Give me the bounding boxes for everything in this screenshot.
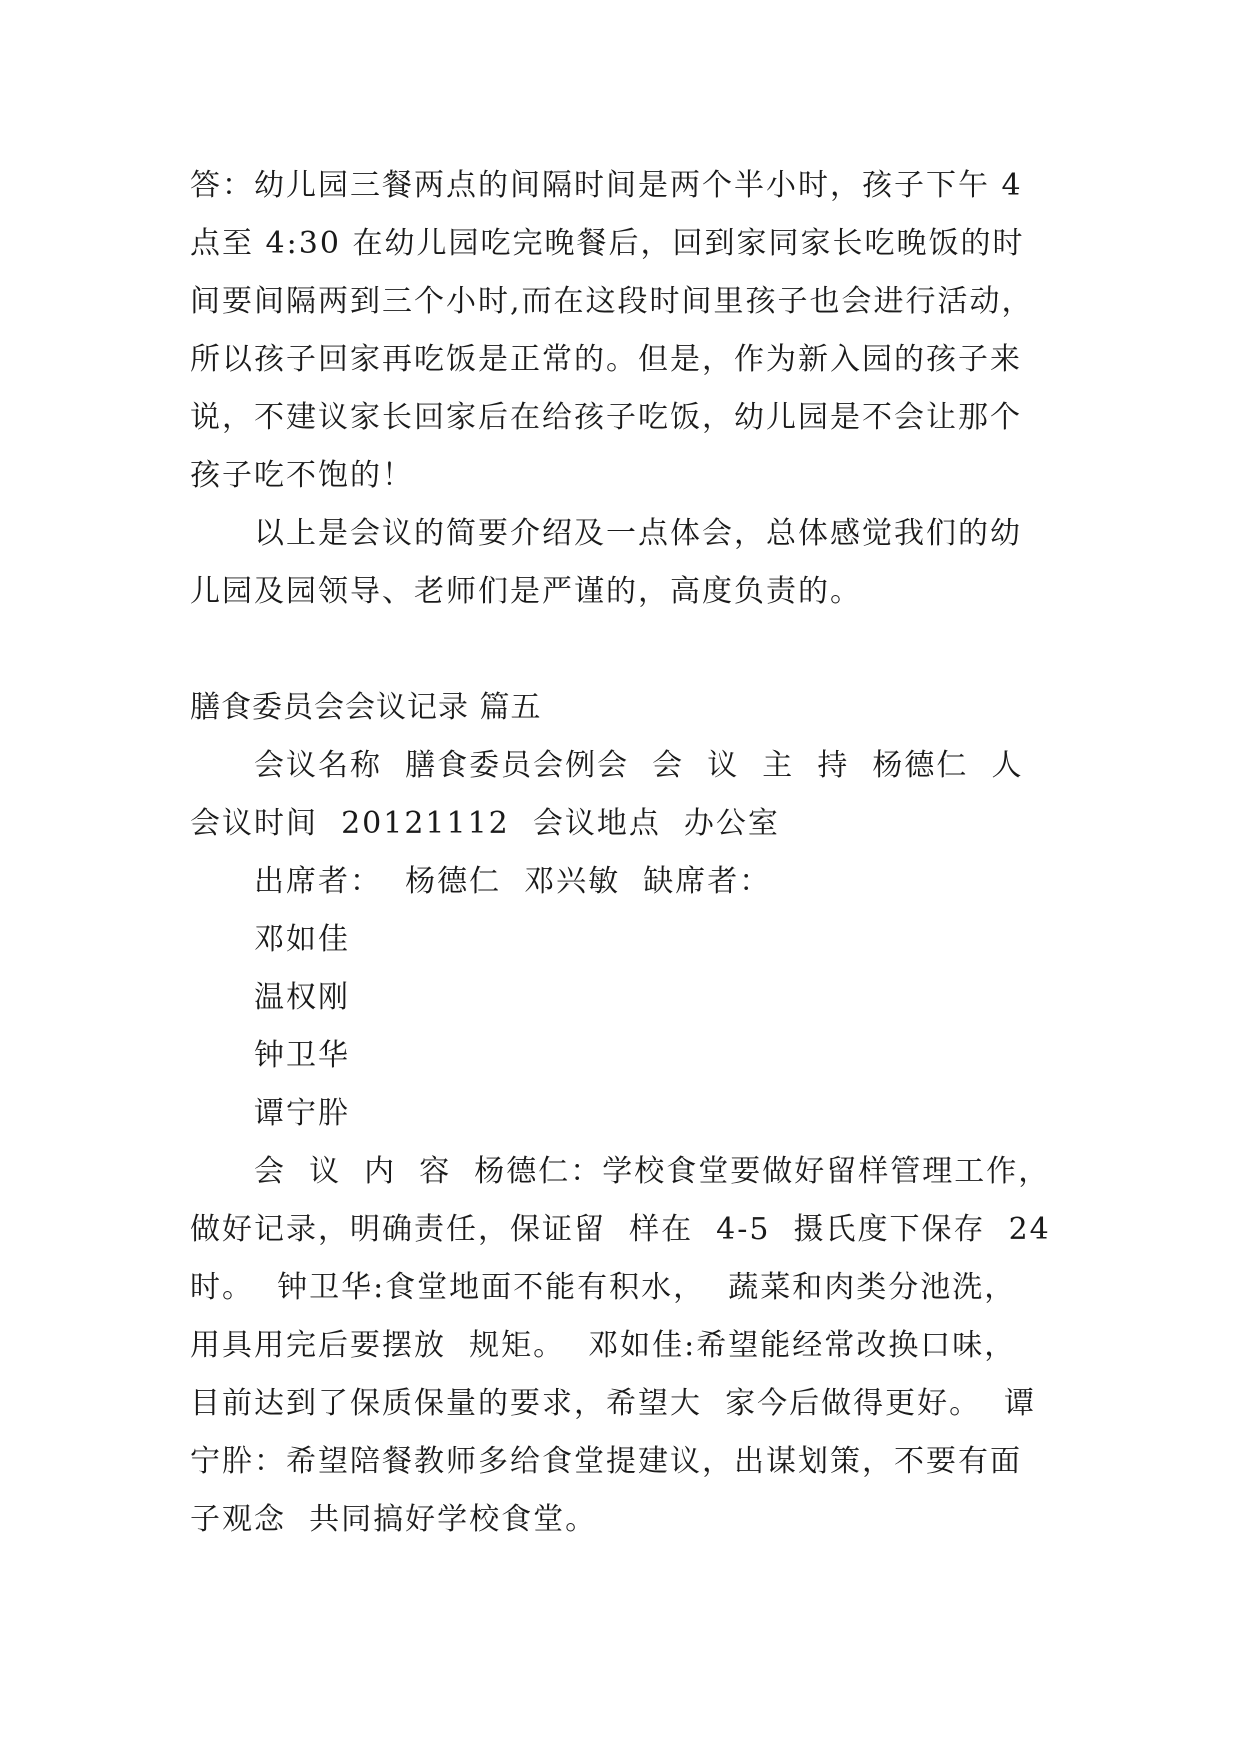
content-line-4: 用具用完后要摆放 规矩。 邓如佳:希望能经常改换口味，: [190, 1328, 1017, 1363]
answer-line-4: 所以孩子回家再吃饭是正常的。但是，作为新入园的孩子来: [190, 342, 1022, 377]
content-line-5: 目前达到了保质保量的要求，希望大 家今后做得更好。 谭: [190, 1386, 1037, 1421]
answer-line-3: 间要间隔两到三个小时,而在这段时间里孩子也会进行活动，: [190, 284, 1034, 319]
meeting-info-line-2: 会议时间 20121112 会议地点 办公室: [190, 806, 780, 841]
attendee-name: 钟卫华: [254, 1038, 350, 1073]
content-line-3: 时。 钟卫华:食堂地面不能有积水， 蔬菜和肉类分池洗，: [190, 1270, 1017, 1305]
attendance-line: 出席者： 杨德仁 邓兴敏 缺席者：: [254, 864, 772, 899]
attendee-name: 邓如佳: [254, 922, 350, 957]
content-line-6: 宁肸：希望陪餐教师多给食堂提建议，出谋划策，不要有面: [190, 1444, 1022, 1479]
content-line-2: 做好记录，明确责任，保证留 样在 4-5 摄氏度下保存 24: [190, 1212, 1051, 1247]
section-heading: 膳食委员会会议记录 篇五: [190, 690, 542, 725]
answer-line-5: 说，不建议家长回家后在给孩子吃饭，幼儿园是不会让那个: [190, 400, 1022, 435]
answer-line-2: 点至 4:30 在幼儿园吃完晚餐后，回到家同家长吃晚饭的时: [190, 226, 1025, 261]
attendee-name: 温权刚: [254, 980, 350, 1015]
meeting-info-line-1: 会议名称 膳食委员会例会 会 议 主 持 杨德仁 人: [254, 748, 1024, 783]
attendee-name: 谭宁肸: [254, 1096, 350, 1131]
summary-line-2: 儿园及园领导、老师们是严谨的，高度负责的。: [190, 574, 862, 609]
answer-line-6: 孩子吃不饱的！: [190, 458, 414, 493]
summary-line-1: 以上是会议的简要介绍及一点体会，总体感觉我们的幼: [254, 516, 1022, 551]
content-line-1: 会 议 内 容 杨德仁：学校食堂要做好留样管理工作，: [254, 1154, 1051, 1189]
answer-line-1: 答：幼儿园三餐两点的间隔时间是两个半小时，孩子下午 4: [190, 168, 1023, 203]
content-line-7: 子观念 共同搞好学校食堂。: [190, 1502, 598, 1537]
